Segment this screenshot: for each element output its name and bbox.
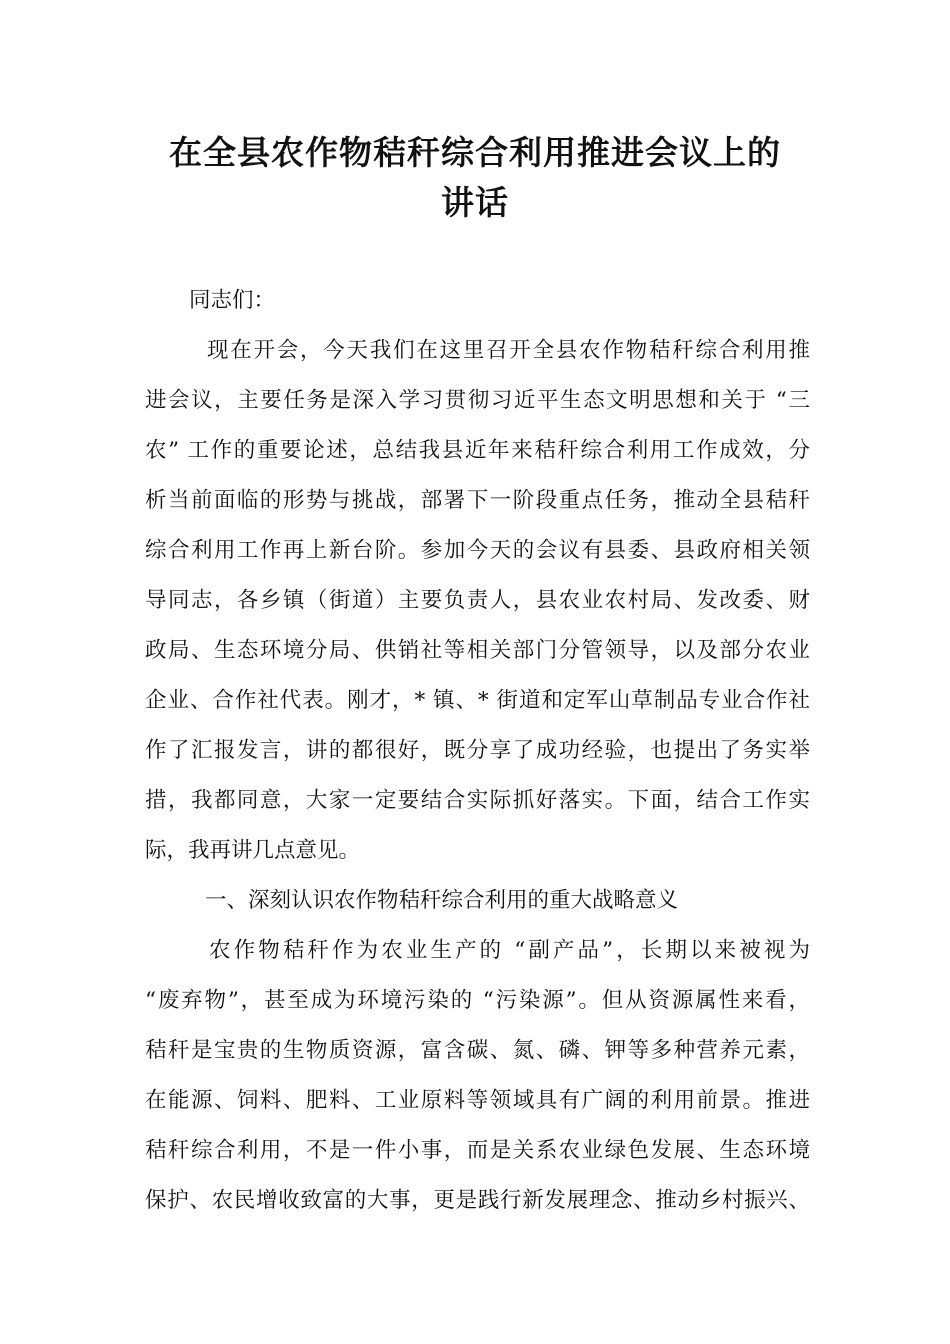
paragraph-1-line: 作了汇报发言，讲的都很好，既分享了成功经验，也提出了务实举	[145, 738, 810, 763]
paragraph-1-line: 农” 工作的重要论述，总结我县近年来秸秆综合利用工作成效，分	[145, 438, 810, 463]
salutation: 同志们：	[189, 288, 276, 313]
paragraph-2-line: 秸秆综合利用，不是一件小事，而是关系农业绿色发展、生态环境	[145, 1138, 810, 1163]
title-line-2: 讲话	[441, 183, 509, 222]
paragraph-1-line: 析当前面临的形势与挑战，部署下一阶段重点任务，推动全县秸秆	[145, 488, 810, 513]
title-line-1: 在全县农作物秸秆综合利用推进会议上的	[169, 133, 781, 172]
paragraph-1-line: 进会议，主要任务是深入学习贯彻习近平生态文明思想和关于 “三	[145, 388, 810, 413]
paragraph-1-line: 现在开会，今天我们在这里召开全县农作物秸秆综合利用推	[207, 338, 810, 363]
paragraph-2-line: 秸秆是宝贵的生物质资源，富含碳、氮、磷、钾等多种营养元素，	[145, 1038, 810, 1063]
paragraph-1-line: 措，我都同意，大家一定要结合实际抓好落实。下面，结合工作实	[145, 788, 810, 813]
paragraph-1-line: 导同志，各乡镇（街道）主要负责人，县农业农村局、发改委、财	[145, 588, 810, 613]
paragraph-1-line: 企业、合作社代表。刚才，* 镇、* 街道和定军山草制品专业合作社	[145, 688, 810, 713]
section-heading-1: 一、深刻认识农作物秸秆综合利用的重大战略意义	[205, 888, 679, 913]
paragraph-2-line: “废弃物”，甚至成为环境污染的 “污染源”。但从资源属性来看，	[145, 988, 810, 1013]
paragraph-2-line: 保护、农民增收致富的大事，更是践行新发展理念、推动乡村振兴、	[145, 1188, 810, 1213]
paragraph-2-line: 农作物秸秆作为农业生产的 “副产品”，长期以来被视为	[209, 938, 810, 963]
paragraph-2-line: 在能源、饲料、肥料、工业原料等领域具有广阔的利用前景。推进	[145, 1088, 810, 1113]
document-title	[145, 128, 805, 228]
paragraph-1-line: 际，我再讲几点意见。	[145, 838, 361, 863]
paragraph-1-line: 政局、生态环境分局、供销社等相关部门分管领导，以及部分农业	[145, 638, 810, 663]
document-body	[145, 276, 810, 1226]
paragraph-1-line: 综合利用工作再上新台阶。参加今天的会议有县委、县政府相关领	[145, 538, 810, 563]
